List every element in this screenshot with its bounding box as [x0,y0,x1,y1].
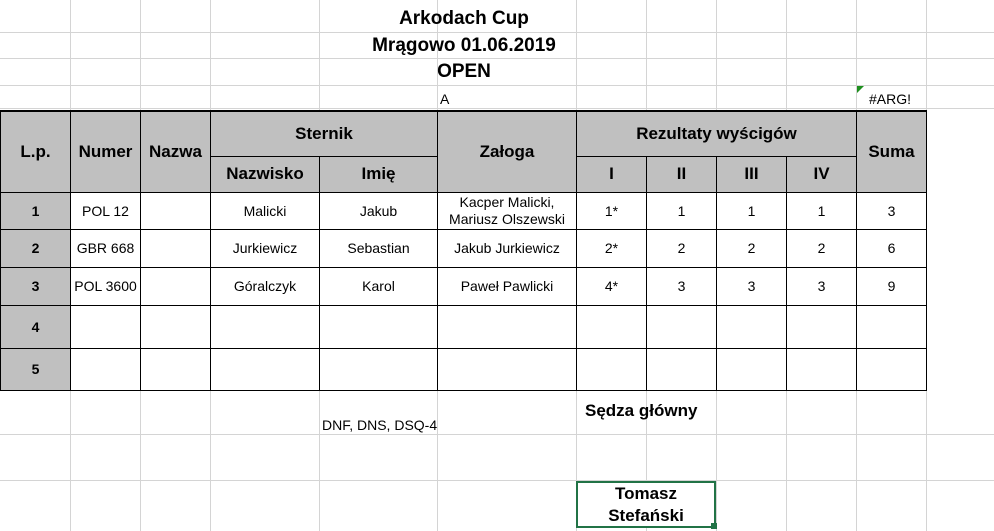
note-cell[interactable]: DNF, DNS, DSQ-4 [322,417,438,433]
cell-suma[interactable]: 6 [857,229,927,267]
cell-numer[interactable]: POL 3600 [71,267,141,305]
cell-nazwa[interactable] [141,267,211,305]
cell-race-3[interactable] [717,305,787,348]
cell-zaloga[interactable]: Jakub Jurkiewicz [438,229,577,267]
judge-last-name: Stefański [608,506,684,525]
cell-lp[interactable]: 5 [1,348,71,390]
sheet-title: Arkodach Cup [399,8,529,29]
cell-race-1[interactable]: 4* [577,267,647,305]
cell-race-3[interactable] [717,348,787,390]
cell-race-3[interactable]: 1 [717,192,787,229]
error-cell[interactable]: #ARG! [869,91,912,107]
header-nazwa[interactable]: Nazwa [141,111,211,192]
cell-a-mark[interactable]: A [440,91,450,107]
cell-zaloga[interactable] [438,348,577,390]
header-suma[interactable]: Suma [857,111,927,192]
cell-suma[interactable]: 3 [857,192,927,229]
cell-race-3[interactable]: 3 [717,267,787,305]
header-race-2[interactable]: II [647,156,717,192]
cell-race-1[interactable] [577,348,647,390]
cell-numer[interactable] [71,305,141,348]
event-location-date: Mrągowo 01.06.2019 [372,35,556,56]
fill-handle[interactable] [711,523,717,529]
cell-suma[interactable]: 9 [857,267,927,305]
cell-imie[interactable] [320,348,438,390]
table-row [1,192,927,229]
cell-race-3[interactable]: 2 [717,229,787,267]
header-race-1[interactable]: I [577,156,647,192]
cell-race-2[interactable] [647,348,717,390]
header-numer[interactable]: Numer [71,111,141,192]
header-race-4[interactable]: IV [787,156,857,192]
table-row [1,267,927,305]
cell-lp[interactable]: 3 [1,267,71,305]
crew-line-1: Kacper Malicki, [459,193,555,210]
cell-race-2[interactable] [647,305,717,348]
cell-race-2[interactable]: 3 [647,267,717,305]
cell-imie[interactable]: Jakub [320,192,438,229]
cell-nazwisko[interactable]: Malicki [211,192,320,229]
event-class: OPEN [437,61,491,82]
cell-nazwa[interactable] [141,192,211,229]
cell-nazwisko[interactable] [211,348,320,390]
cell-race-4[interactable]: 2 [787,229,857,267]
table-row [1,229,927,267]
cell-zaloga[interactable] [438,192,577,229]
cell-suma[interactable] [857,348,927,390]
cell-imie[interactable]: Sebastian [320,229,438,267]
judge-name-cell[interactable] [576,481,716,528]
header-zaloga[interactable]: Załoga [438,111,577,192]
cell-nazwisko[interactable]: Góralczyk [211,267,320,305]
cell-race-4[interactable]: 3 [787,267,857,305]
cell-imie[interactable] [320,305,438,348]
cell-suma[interactable] [857,305,927,348]
cell-imie[interactable]: Karol [320,267,438,305]
cell-nazwa[interactable] [141,305,211,348]
cell-race-1[interactable] [577,305,647,348]
header-imie[interactable]: Imię [320,156,438,192]
results-table [0,110,927,391]
header-race-3[interactable]: III [717,156,787,192]
cell-zaloga[interactable] [438,305,577,348]
error-indicator-icon [857,86,864,93]
cell-lp[interactable]: 4 [1,305,71,348]
cell-race-4[interactable]: 1 [787,192,857,229]
crew-line-2: Mariusz Olszewski [449,210,565,227]
judge-first-name: Tomasz [614,484,678,503]
cell-nazwa[interactable] [141,348,211,390]
cell-race-4[interactable] [787,305,857,348]
cell-numer[interactable]: GBR 668 [71,229,141,267]
cell-race-2[interactable]: 1 [647,192,717,229]
cell-nazwisko[interactable] [211,305,320,348]
cell-zaloga[interactable]: Paweł Pawlicki [438,267,577,305]
cell-numer[interactable] [71,348,141,390]
header-lp[interactable]: L.p. [1,111,71,192]
cell-nazwa[interactable] [141,229,211,267]
cell-race-4[interactable] [787,348,857,390]
cell-lp[interactable]: 1 [1,192,71,229]
cell-race-2[interactable]: 2 [647,229,717,267]
table-row [1,305,927,348]
cell-race-1[interactable]: 1* [577,192,647,229]
header-nazwisko[interactable]: Nazwisko [211,156,320,192]
cell-nazwisko[interactable]: Jurkiewicz [211,229,320,267]
cell-race-1[interactable]: 2* [577,229,647,267]
header-sternik[interactable]: Sternik [211,111,438,156]
cell-lp[interactable]: 2 [1,229,71,267]
header-rezultaty[interactable]: Rezultaty wyścigów [577,111,857,156]
judge-label[interactable]: Sędza główny [585,401,698,420]
table-row [1,348,927,390]
cell-numer[interactable]: POL 12 [71,192,141,229]
